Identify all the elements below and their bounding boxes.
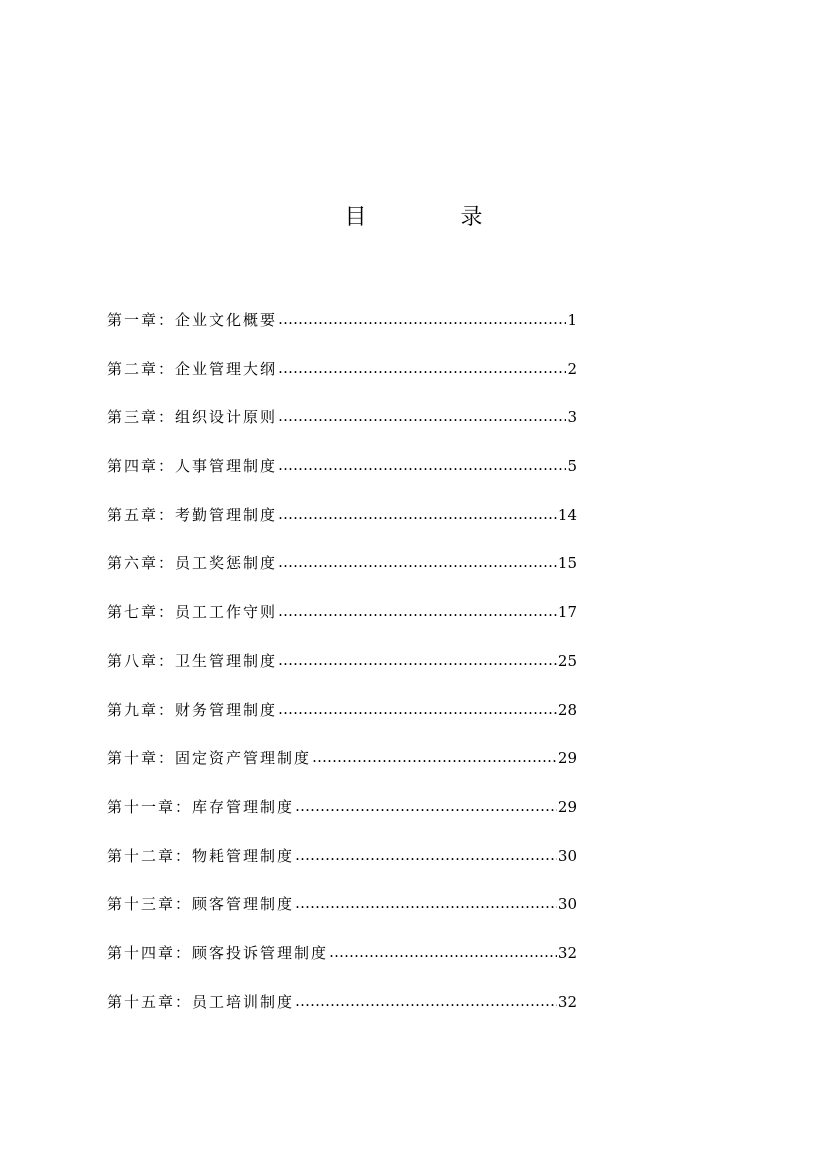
toc-entry[interactable] bbox=[107, 355, 577, 404]
toc-entry-chapter: 第十五章： bbox=[107, 992, 193, 1011]
toc-entry-heading: 企业管理大纲 bbox=[175, 359, 278, 378]
toc-entry[interactable] bbox=[107, 452, 577, 501]
toc-entry-label bbox=[107, 501, 277, 529]
toc-entry-chapter: 第五章： bbox=[107, 505, 176, 524]
toc-entry-page: 1 bbox=[567, 311, 577, 329]
toc-entry[interactable] bbox=[107, 549, 577, 598]
toc-entry-heading: 物耗管理制度 bbox=[192, 846, 295, 865]
toc-title: 目 录 bbox=[344, 205, 519, 230]
toc-leader-dots bbox=[278, 548, 557, 576]
toc-entry-page: 29 bbox=[557, 797, 577, 816]
toc-entry-heading: 卫生管理制度 bbox=[175, 651, 278, 670]
toc-entry[interactable] bbox=[107, 598, 577, 647]
toc-leader-dots bbox=[278, 354, 566, 382]
toc-entry-heading: 人事管理制度 bbox=[175, 457, 278, 476]
toc-entry[interactable] bbox=[107, 744, 577, 793]
toc-entry-heading: 考勤管理制度 bbox=[175, 505, 278, 524]
toc-entry[interactable] bbox=[107, 793, 577, 842]
toc-entry-chapter: 第十二章： bbox=[107, 846, 193, 865]
toc-entry-heading: 员工培训制度 bbox=[192, 992, 295, 1011]
toc-entry-chapter: 第二章： bbox=[107, 359, 176, 378]
toc-entry-label bbox=[107, 598, 277, 626]
toc-entry-page: 28 bbox=[557, 700, 577, 719]
toc-entry-heading: 财务管理制度 bbox=[175, 700, 278, 719]
toc-entry[interactable] bbox=[107, 647, 577, 696]
toc-entry-label bbox=[107, 744, 311, 772]
toc-entry-label bbox=[107, 403, 277, 431]
toc-entry-heading: 库存管理制度 bbox=[192, 797, 295, 816]
toc-entry-label bbox=[107, 793, 294, 821]
toc-entry-label bbox=[107, 696, 277, 724]
toc-entry-chapter: 第三章： bbox=[107, 408, 176, 427]
toc-entry-chapter: 第八章： bbox=[107, 651, 176, 670]
toc-entry-chapter: 第十章： bbox=[107, 749, 176, 768]
toc-leader-dots bbox=[278, 695, 557, 723]
toc-entry-page: 29 bbox=[557, 749, 577, 768]
toc-entry-chapter: 第十三章： bbox=[107, 895, 193, 914]
toc-entry-label bbox=[107, 355, 277, 383]
toc-leader-dots bbox=[278, 451, 566, 479]
toc-entry-page: 17 bbox=[557, 603, 577, 622]
toc-leader-dots bbox=[278, 305, 566, 333]
toc-entry[interactable] bbox=[107, 939, 577, 988]
toc-entry-page: 5 bbox=[567, 457, 577, 476]
toc-entry-label bbox=[107, 306, 277, 334]
toc-entry-heading: 企业文化概要 bbox=[175, 311, 278, 329]
toc-entry-page: 30 bbox=[557, 846, 577, 865]
toc-entry-label bbox=[107, 988, 294, 1016]
toc-entry-page: 3 bbox=[567, 408, 577, 427]
toc-entry-heading: 员工奖惩制度 bbox=[175, 554, 278, 573]
toc-leader-dots bbox=[295, 889, 557, 917]
toc-entry-label bbox=[107, 452, 277, 480]
toc-entry-chapter: 第十四章： bbox=[107, 943, 193, 962]
toc-entry-chapter: 第一章： bbox=[107, 311, 176, 329]
toc-entry-chapter: 第九章： bbox=[107, 700, 176, 719]
toc-entry[interactable] bbox=[107, 890, 577, 939]
toc-leader-dots bbox=[278, 646, 557, 674]
toc-entry-heading: 顾客管理制度 bbox=[192, 895, 295, 914]
toc-entry[interactable] bbox=[107, 696, 577, 745]
toc-entry-page: 25 bbox=[557, 651, 577, 670]
toc-leader-dots bbox=[295, 792, 557, 820]
toc-entry-chapter: 第四章： bbox=[107, 457, 176, 476]
toc-entry-heading: 组织设计原则 bbox=[175, 408, 278, 427]
toc-leader-dots bbox=[278, 597, 557, 625]
toc-list bbox=[107, 306, 577, 1036]
toc-leader-dots bbox=[278, 500, 557, 528]
toc-entry-page: 2 bbox=[567, 359, 577, 378]
toc-entry-heading: 员工工作守则 bbox=[175, 603, 278, 622]
toc-entry[interactable] bbox=[107, 306, 577, 355]
toc-leader-dots bbox=[295, 841, 557, 869]
toc-entry[interactable] bbox=[107, 842, 577, 891]
toc-leader-dots bbox=[278, 402, 566, 430]
toc-entry-heading: 顾客投诉管理制度 bbox=[192, 943, 329, 962]
toc-entry[interactable] bbox=[107, 988, 577, 1037]
toc-entry-label bbox=[107, 842, 294, 870]
toc-entry-label bbox=[107, 647, 277, 675]
toc-entry-heading: 固定资产管理制度 bbox=[175, 749, 312, 768]
toc-entry-page: 14 bbox=[557, 505, 577, 524]
toc-leader-dots bbox=[312, 743, 557, 771]
toc-entry-page: 30 bbox=[557, 895, 577, 914]
toc-leader-dots bbox=[329, 938, 557, 966]
toc-entry[interactable] bbox=[107, 501, 577, 550]
toc-entry-chapter: 第六章： bbox=[107, 554, 176, 573]
toc-entry-chapter: 第十一章： bbox=[107, 797, 193, 816]
toc-entry-chapter: 第七章： bbox=[107, 603, 176, 622]
toc-entry-label bbox=[107, 890, 294, 918]
toc-entry-label bbox=[107, 939, 328, 967]
toc-entry[interactable] bbox=[107, 403, 577, 452]
toc-entry-page: 32 bbox=[557, 943, 577, 962]
toc-entry-page: 32 bbox=[557, 992, 577, 1011]
toc-entry-page: 15 bbox=[557, 554, 577, 573]
toc-entry-label bbox=[107, 549, 277, 577]
toc-leader-dots bbox=[295, 987, 557, 1015]
